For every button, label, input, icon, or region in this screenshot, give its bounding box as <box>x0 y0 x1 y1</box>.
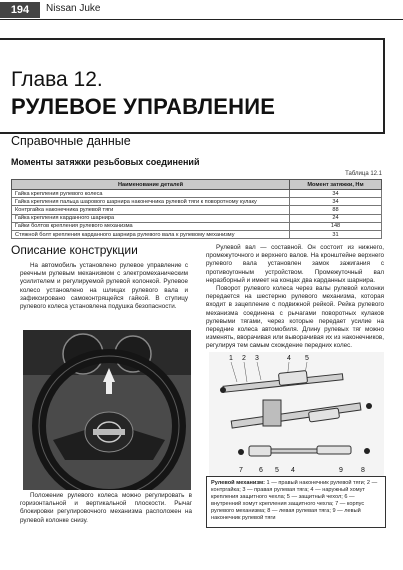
table-cell-torque: 148 <box>290 222 382 230</box>
diagram-label-bottom: 6 <box>259 467 263 474</box>
table-cell-torque: 88 <box>290 206 382 214</box>
steering-wheel-image <box>23 330 191 490</box>
steering-gear-diagram <box>209 352 384 476</box>
table-header-part: Наименование деталей <box>12 180 290 190</box>
table-row <box>12 198 382 206</box>
book-title: Nissan Juke <box>46 3 101 14</box>
table-cell-torque: 34 <box>290 190 382 198</box>
text-steering-shaft: Рулевой вал — составной. Он состоит из нижнего, промежуточного и верхнего валов. На кронштейне верхнего рулевого вала установлен замок зажигания с противоугонным устройством. Промежуточный вал неразборный и имеет на концах два карданных шарнира. <box>206 244 384 284</box>
text-steering-transmission: Поворот рулевого колеса через валы рулевой колонки передается на шестерню рулевого механизма, которая входит в зацепление с подвижной рейкой. Рейка рулевого механизма соединена с рычагами поворотных кулаков рулевыми тягами, через которые передает усилие на передние колеса автомобиля. Длину рулевых тяг можно изменять, вворачивая или выворачивая их из наконечников, регулируя тем самым схождение передних колес. <box>206 285 384 350</box>
steering-gear-drawing <box>209 352 384 476</box>
table-header-row <box>12 180 382 190</box>
table-cell-part: Гайка крепления рулевого колеса <box>12 190 290 198</box>
page-number: 194 <box>0 2 40 18</box>
table-cell-torque: 24 <box>290 214 382 222</box>
steering-wheel-photo <box>23 330 191 490</box>
diagram-caption <box>206 476 386 528</box>
diagram-label-top: 5 <box>305 355 309 362</box>
table-cell-torque: 34 <box>290 198 382 206</box>
table-cell-part: Стяжной болт крепления карданного шарнира рулевого вала к рулевому механизму <box>12 230 290 238</box>
caption-lead: Рулевой механизм: <box>211 480 265 486</box>
caption-body: 1 — правый наконечник рулевой тяги; 2 — контргайка; 3 — правая рулевая тяга; 4 — наружный хомут крепления защитного чехла; 5 — защитный чехол; 6 — внутренний хомут крепления защитного чехла; 7 — корпус рулевого механизма; 8 — левая рулевая тяга; 9 — левый наконечник рулевой тяги <box>211 480 378 521</box>
table-cell-part: Гайка крепления карданного шарнира <box>12 214 290 222</box>
table-cell-part: Гайка крепления пальца шарового шарнира наконечника рулевой тяги к поворотному кулаку <box>12 198 290 206</box>
diagram-label-bottom: 5 <box>275 467 279 474</box>
table-cell-part: Контргайка наконечника рулевой тяги <box>12 206 290 214</box>
table-cell-torque: 31 <box>290 230 382 238</box>
table-caption: Таблица 12.1 <box>345 171 382 177</box>
diagram-label-bottom: 8 <box>361 467 365 474</box>
table-row <box>12 230 382 238</box>
table-row <box>12 206 382 214</box>
subsection-title-torque: Моменты затяжки резьбовых соединений <box>11 157 200 167</box>
section-title-design: Описание конструкции <box>11 243 138 257</box>
diagram-label-bottom: 7 <box>239 467 243 474</box>
diagram-label-top: 2 <box>242 355 246 362</box>
paragraph-steering-shaft <box>206 244 384 351</box>
chapter-number: Глава 12. <box>11 68 103 91</box>
paragraph-wheel-adjustment: Положение рулевого колеса можно регулировать в горизонтальной и вертикальной плоскости. Рычаг блокировки регулировочного механизма расположен на рулевой колонке снизу. <box>20 492 192 524</box>
table-header-torque: Момент затяжки, Нм <box>290 180 382 190</box>
chapter-title: РУЛЕВОЕ УПРАВЛЕНИЕ <box>11 94 276 119</box>
torque-table <box>11 179 382 239</box>
diagram-label-top: 4 <box>287 355 291 362</box>
table-row <box>12 222 382 230</box>
section-title-reference: Справочные данные <box>11 134 131 148</box>
diagram-label-bottom: 9 <box>339 467 343 474</box>
table-cell-part: Гайки болтов крепления рулевого механизма <box>12 222 290 230</box>
table-row <box>12 214 382 222</box>
page-header <box>0 0 403 20</box>
diagram-label-top: 3 <box>255 355 259 362</box>
paragraph-steering-overview: На автомобиль установлено рулевое управление с реечным рулевым механизмом с электромеханическим усилителем и регулируемой рулевой колонкой. Рулевое колесо установлено на шлицах рулевого вала и зафиксировано самоконтрящейся гайкой. В ступицу рулевого колеса установлена подушка безопасности. <box>20 262 188 311</box>
diagram-label-top: 1 <box>229 355 233 362</box>
table-row <box>12 190 382 198</box>
diagram-label-bottom: 4 <box>291 467 295 474</box>
chapter-title-box <box>0 38 385 134</box>
